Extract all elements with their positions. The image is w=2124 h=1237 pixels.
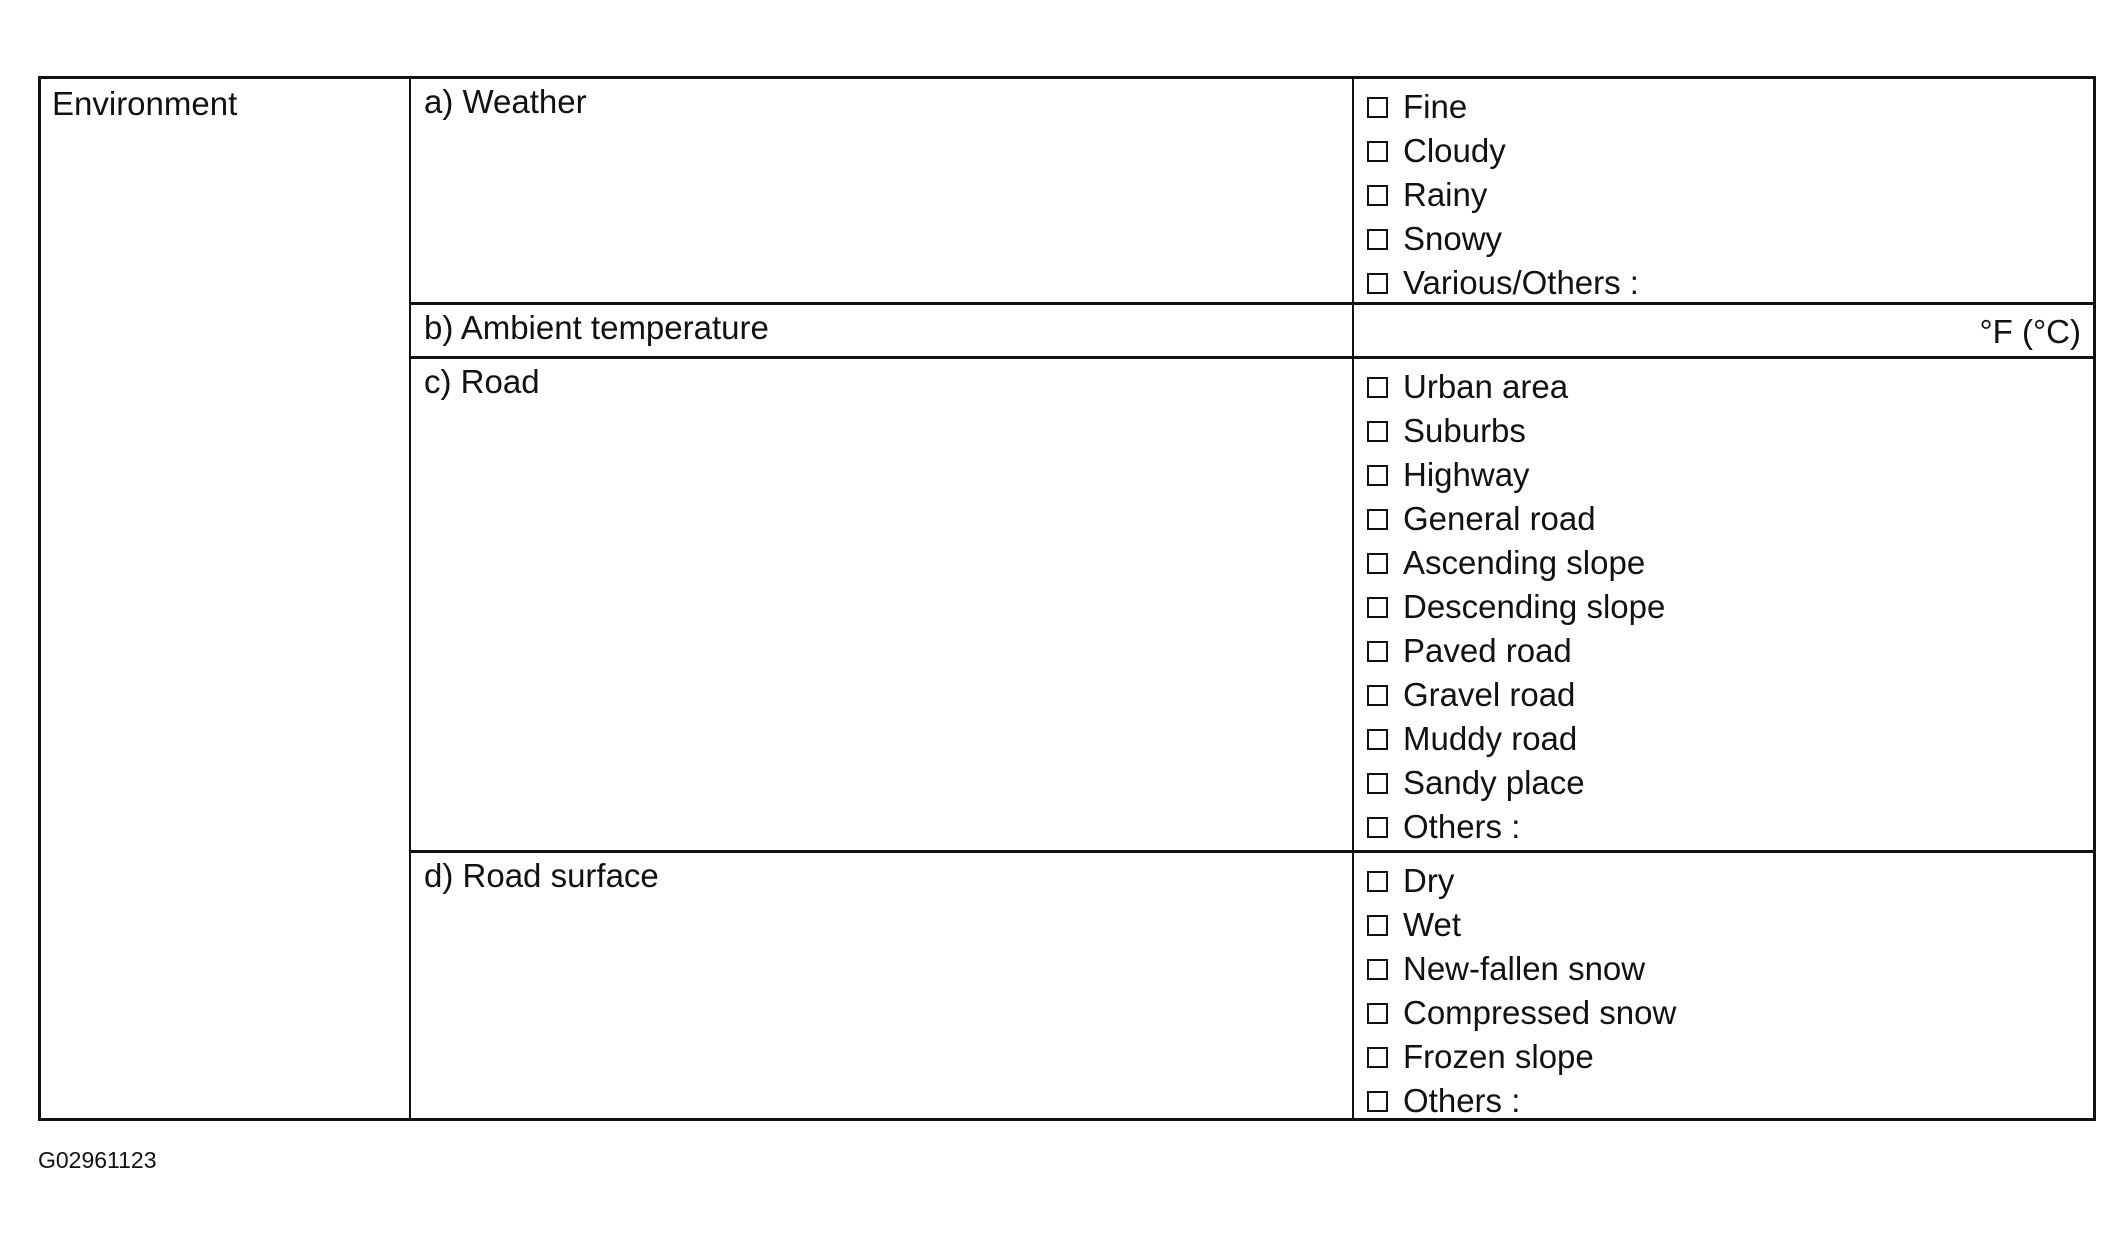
road-row	[411, 359, 2093, 853]
weather-label: a) Weather	[424, 83, 587, 120]
option-urban-area[interactable]	[1367, 365, 1665, 409]
option-list	[1367, 85, 1639, 305]
checkbox-icon[interactable]	[1367, 817, 1388, 838]
figure-id: G02961123	[38, 1147, 157, 1173]
option-label: Frozen slope	[1403, 1038, 1594, 1075]
checkbox-icon[interactable]	[1367, 421, 1388, 442]
option-label: Others :	[1403, 808, 1521, 845]
item-cell	[411, 359, 1354, 850]
checkbox-icon[interactable]	[1367, 465, 1388, 486]
checkbox-icon[interactable]	[1367, 1003, 1388, 1024]
option-ascending-slope[interactable]	[1367, 541, 1665, 585]
ambient-temperature-label: b) Ambient temperature	[424, 309, 769, 346]
checkbox-icon[interactable]	[1367, 959, 1388, 980]
option-label: Snowy	[1403, 220, 1503, 257]
checkbox-icon[interactable]	[1367, 871, 1388, 892]
option-label: New-fallen snow	[1403, 950, 1646, 987]
ambient-temperature-row	[411, 305, 2093, 359]
item-cell	[411, 79, 1354, 302]
option-general-road[interactable]	[1367, 497, 1665, 541]
option-gravel-road[interactable]	[1367, 673, 1665, 717]
option-various-others[interactable]	[1367, 261, 1639, 305]
weather-options	[1354, 79, 2093, 302]
checkbox-icon[interactable]	[1367, 1047, 1388, 1068]
category-cell	[41, 79, 411, 1118]
option-snowy[interactable]	[1367, 217, 1639, 261]
category-label: Environment	[52, 85, 238, 122]
checkbox-icon[interactable]	[1367, 773, 1388, 794]
checkbox-icon[interactable]	[1367, 97, 1388, 118]
option-label: Gravel road	[1403, 676, 1576, 713]
option-label: Urban area	[1403, 368, 1569, 405]
option-label: Fine	[1403, 88, 1468, 125]
option-descending-slope[interactable]	[1367, 585, 1665, 629]
item-cell	[411, 853, 1354, 1118]
checkbox-icon[interactable]	[1367, 915, 1388, 936]
option-label: Descending slope	[1403, 588, 1666, 625]
road-surface-row	[411, 853, 2093, 1118]
option-label: Dry	[1403, 862, 1455, 899]
option-suburbs[interactable]	[1367, 409, 1665, 453]
option-list	[1367, 365, 1665, 849]
road-surface-options	[1354, 853, 2093, 1118]
road-options	[1354, 359, 2093, 850]
temperature-unit-label: °F (°C)	[1979, 313, 2081, 350]
road-surface-label: d) Road surface	[424, 857, 659, 894]
option-cloudy[interactable]	[1367, 129, 1639, 173]
option-label: Wet	[1403, 906, 1462, 943]
option-label: General road	[1403, 500, 1596, 537]
option-road-others[interactable]	[1367, 805, 1665, 849]
option-label: Rainy	[1403, 176, 1488, 213]
option-dry[interactable]	[1367, 859, 1676, 903]
checkbox-icon[interactable]	[1367, 377, 1388, 398]
checkbox-icon[interactable]	[1367, 1091, 1388, 1112]
checkbox-icon[interactable]	[1367, 229, 1388, 250]
checkbox-icon[interactable]	[1367, 729, 1388, 750]
option-frozen-slope[interactable]	[1367, 1035, 1676, 1079]
checkbox-icon[interactable]	[1367, 553, 1388, 574]
option-label: Paved road	[1403, 632, 1572, 669]
option-muddy-road[interactable]	[1367, 717, 1665, 761]
option-sandy-place[interactable]	[1367, 761, 1665, 805]
option-label: Sandy place	[1403, 764, 1585, 801]
option-rainy[interactable]	[1367, 173, 1639, 217]
checkbox-icon[interactable]	[1367, 273, 1388, 294]
checkbox-icon[interactable]	[1367, 509, 1388, 530]
checkbox-icon[interactable]	[1367, 185, 1388, 206]
weather-row	[411, 79, 2093, 305]
temperature-input-cell[interactable]	[1354, 305, 2093, 356]
option-new-fallen-snow[interactable]	[1367, 947, 1676, 991]
checkbox-icon[interactable]	[1367, 597, 1388, 618]
option-wet[interactable]	[1367, 903, 1676, 947]
option-label: Others :	[1403, 1082, 1521, 1119]
environment-form-table	[38, 76, 2096, 1121]
option-surface-others[interactable]	[1367, 1079, 1676, 1123]
checkbox-icon[interactable]	[1367, 141, 1388, 162]
option-label: Highway	[1403, 456, 1530, 493]
option-label: Cloudy	[1403, 132, 1506, 169]
option-label: Compressed snow	[1403, 994, 1677, 1031]
option-highway[interactable]	[1367, 453, 1665, 497]
item-cell	[411, 305, 1354, 356]
option-label: Suburbs	[1403, 412, 1526, 449]
option-label: Muddy road	[1403, 720, 1578, 757]
checkbox-icon[interactable]	[1367, 685, 1388, 706]
option-compressed-snow[interactable]	[1367, 991, 1676, 1035]
option-label: Ascending slope	[1403, 544, 1646, 581]
option-list	[1367, 859, 1676, 1123]
option-label: Various/Others :	[1403, 264, 1639, 301]
checkbox-icon[interactable]	[1367, 641, 1388, 662]
option-fine[interactable]	[1367, 85, 1639, 129]
road-label: c) Road	[424, 363, 540, 400]
option-paved-road[interactable]	[1367, 629, 1665, 673]
